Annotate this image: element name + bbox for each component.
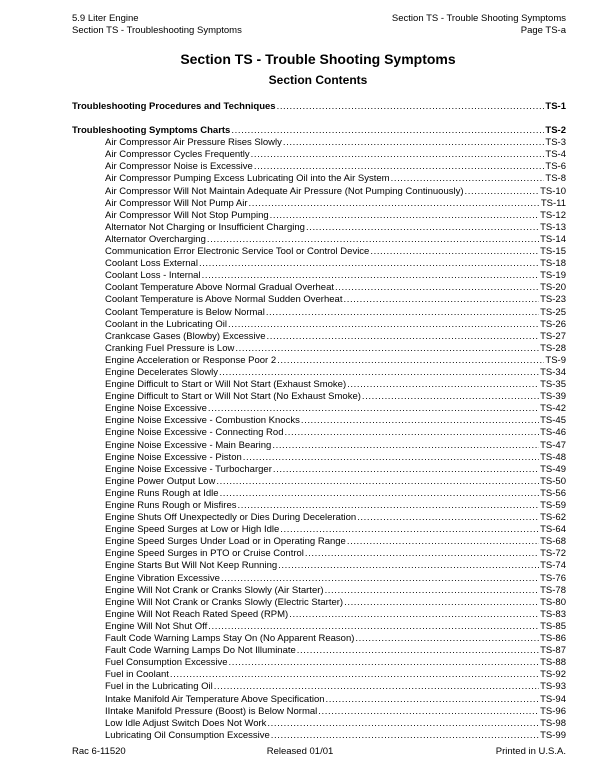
toc-entry[interactable] [72,343,566,355]
toc-entry-page: TS-68 [540,536,566,548]
toc-entry-page: TS-39 [540,391,566,403]
dot-leader [391,173,545,185]
toc-entry-page: TS-86 [540,633,566,645]
dot-leader [357,512,539,524]
toc-entry-label: Engine Speed Surges Under Load or in Operating Range [105,536,346,548]
toc-entry-label: Air Compressor Will Not Stop Pumping [105,209,269,221]
toc-entry-label: Engine Difficult to Start or Will Not Start (No Exhaust Smoke) [105,391,361,403]
toc-entry[interactable] [72,440,566,452]
toc-entry-label: Alternator Not Charging or Insufficient Charging [105,221,305,233]
dot-leader [219,367,539,379]
toc-entry[interactable] [72,657,566,669]
toc-entry-label: Engine Noise Excessive - Piston [105,451,242,463]
toc-entry-label: Engine Power Output Low [105,475,216,487]
page-title: Section TS - Trouble Shooting Symptoms [180,51,456,67]
toc-entry-page: TS-46 [540,427,566,439]
toc-entry-page: TS-14 [540,233,566,245]
toc-entry[interactable] [72,173,566,185]
toc-entry[interactable] [72,681,566,693]
table-of-contents [72,101,566,742]
toc-entry-label: Intake Manifold Air Temperature Above Specification [105,693,325,705]
toc-entry[interactable] [72,355,566,367]
toc-entry[interactable] [72,730,566,742]
toc-entry[interactable] [72,198,566,210]
toc-entry-page: TS-13 [540,221,566,233]
toc-entry-page: TS-11 [540,197,566,209]
header-section-title: Section TS - Trouble Shooting Symptoms [391,13,566,24]
dot-leader [208,621,539,633]
toc-entry[interactable] [72,573,566,585]
toc-entry[interactable] [72,210,566,222]
toc-entry[interactable] [72,222,566,234]
toc-entry[interactable] [72,234,566,246]
toc-entry[interactable] [72,597,566,609]
toc-entry[interactable] [72,560,566,572]
toc-entry-label: Engine Noise Excessive - Combustion Knocks [105,415,300,427]
toc-entry[interactable] [72,512,566,524]
toc-entry[interactable] [72,548,566,560]
toc-entry-page: TS-72 [540,548,566,560]
toc-entry-label: Engine Shuts Off Unexpectedly or Dies During Deceleration [105,512,357,524]
toc-entry-page: TS-34 [540,366,566,378]
toc-entry[interactable] [72,161,566,173]
toc-entry-page: TS-50 [540,475,566,487]
toc-entry-label: Engine Noise Excessive - Main Bearing [105,439,272,451]
toc-entry-label: Engine Decelerates Slowly [105,366,219,378]
toc-entry[interactable] [72,585,566,597]
dot-leader [229,657,540,669]
toc-entry-label: Troubleshooting Symptoms Charts [72,125,231,137]
toc-entry-page: TS-23 [540,294,566,306]
toc-entry-label: Communication Error Electronic Service Tool or Control Device [105,246,370,258]
toc-entry-label: Fault Code Warning Lamps Do Not Illuminate [105,645,296,657]
toc-entry-page: TS-3 [545,137,566,149]
toc-entry-page: TS-12 [540,209,566,221]
toc-entry[interactable] [72,379,566,391]
dot-leader [347,536,539,548]
dot-leader [284,427,539,439]
dot-leader [343,294,539,306]
footer-printed-in: Printed in U.S.A. [495,746,566,757]
toc-entry-label: Engine Will Not Crank or Cranks Slowly (Air Starter) [105,584,324,596]
dot-leader [254,161,545,173]
dot-leader [326,694,540,706]
dot-leader [362,391,539,403]
dot-leader [301,415,539,427]
toc-entry-page: TS-42 [540,403,566,415]
toc-entry-label: Engine Runs Rough at Idle [105,487,219,499]
toc-entry-page: TS-18 [540,258,566,270]
toc-entry-label: Coolant Temperature is Below Normal [105,306,265,318]
toc-entry-label: Lubricating Oil Consumption Excessive [105,729,270,741]
toc-entry[interactable] [72,536,566,548]
toc-entry-page: TS-85 [540,620,566,632]
toc-entry[interactable] [72,633,566,645]
toc-entry[interactable] [72,645,566,657]
dot-leader [266,307,539,319]
dot-leader [251,149,545,161]
toc-entry-label: Troubleshooting Procedures and Techniques [72,101,276,112]
toc-entry-page: TS-45 [540,415,566,427]
toc-entry-page: TS-74 [540,560,566,572]
dot-leader [355,633,539,645]
toc-entry-label: Engine Acceleration or Response Poor 2 [105,354,277,366]
toc-entry[interactable] [72,391,566,403]
toc-charts-entry[interactable] [72,125,566,137]
toc-entry-label: Coolant Loss - Internal [105,270,201,282]
toc-entry-label: Engine Difficult to Start or Will Not Start (Exhaust Smoke) [105,379,347,391]
toc-entry[interactable] [72,294,566,306]
toc-entry-page: TS-35 [540,379,566,391]
toc-entry[interactable] [72,488,566,500]
toc-entry-label: Cranking Fuel Pressure is Low [105,342,235,354]
header-page-number: Page TS-a [520,25,566,36]
toc-entry-label: Coolant in the Lubricating Oil [105,318,227,330]
dot-leader [267,718,539,730]
dot-leader [243,452,539,464]
toc-entry-page: TS-20 [540,282,566,294]
page-subtitle: Section Contents [268,73,368,87]
toc-entry-page: TS-6 [545,161,566,173]
header-section-name: Section TS - Troubleshooting Symptoms [72,25,242,36]
dot-leader [249,198,540,210]
toc-entry-label: Engine Noise Excessive [105,403,207,415]
toc-entry-page: TS-94 [540,693,566,705]
toc-entry[interactable] [72,258,566,270]
dot-leader [270,210,539,222]
toc-entry[interactable] [72,331,566,343]
dot-leader [306,222,539,234]
dot-leader [347,379,539,391]
toc-entry[interactable] [72,186,566,198]
toc-entry-label: Air Compressor Will Not Pump Air [105,197,248,209]
toc-entry-label: Coolant Temperature is Above Normal Sudden Overheat [105,294,343,306]
dot-leader [170,669,539,681]
toc-entry-page: TS-2 [545,125,566,137]
dot-leader [344,597,539,609]
toc-entry[interactable] [72,307,566,319]
toc-entry[interactable] [72,464,566,476]
toc-entry-page: TS-28 [540,342,566,354]
footer-document-number: Rac 6-11520 [72,746,126,757]
dot-leader [370,246,539,258]
toc-entry[interactable] [72,149,566,161]
toc-entry-label: Engine Will Not Shut Off [105,620,208,632]
toc-entry-label: Engine Vibration Excessive [105,572,220,584]
toc-entry[interactable] [72,137,566,149]
toc-entry-page: TS-83 [540,608,566,620]
toc-entry-label: Fuel in the Lubricating Oil [105,681,213,693]
dot-leader [325,585,540,597]
dot-leader [208,403,539,415]
toc-entry-page: TS-19 [540,270,566,282]
toc-entry-label: Air Compressor Pumping Excess Lubricating Oil into the Air System [105,173,390,185]
toc-entry[interactable] [72,694,566,706]
dot-leader [283,137,545,149]
toc-entry-label: Engine Will Not Crank or Cranks Slowly (Electric Starter) [105,596,344,608]
toc-entry-page: TS-8 [545,173,566,185]
dot-leader [228,319,539,331]
toc-entry-label: Low Idle Adjust Switch Does Not Work [105,717,267,729]
dot-leader [465,186,540,198]
toc-entry-page: TS-99 [540,729,566,741]
toc-entry-label: Air Compressor Cycles Frequently [105,149,250,161]
toc-entry-label: Fault Code Warning Lamps Stay On (No Apparent Reason) [105,633,355,645]
toc-entry-label: Coolant Loss External [105,258,198,270]
toc-entry-label: Engine Noise Excessive - Connecting Rod [105,427,284,439]
toc-entry-page: TS-10 [540,185,566,197]
toc-entry-page: TS-9 [545,354,566,366]
dot-leader [221,573,539,585]
toc-entry-label: Engine Will Not Reach Rated Speed (RPM) [105,608,289,620]
toc-entry-page: TS-1 [545,101,566,112]
dot-leader [335,282,539,294]
toc-entry-page: TS-93 [540,681,566,693]
toc-entry[interactable] [72,669,566,681]
toc-entry-page: TS-27 [540,330,566,342]
dot-leader [272,440,539,452]
toc-entry-label: Fuel in Coolant [105,669,169,681]
dot-leader [216,476,539,488]
toc-entry-label: Coolant Temperature Above Normal Gradual Overheat [105,282,335,294]
dot-leader [278,560,539,572]
toc-entry-page: TS-49 [540,463,566,475]
toc-entry[interactable] [72,427,566,439]
toc-entry-page: TS-96 [540,705,566,717]
toc-entry-label: Air Compressor Air Pressure Rises Slowly [105,137,282,149]
toc-entry[interactable] [72,718,566,730]
dot-leader [235,343,539,355]
toc-entry-page: TS-80 [540,596,566,608]
toc-entry[interactable] [72,476,566,488]
toc-entry-label: Engine Starts But Will Not Keep Running [105,560,278,572]
dot-leader [199,258,539,270]
dot-leader [202,270,540,282]
toc-entry[interactable] [72,609,566,621]
toc-entry-page: TS-88 [540,657,566,669]
dot-leader [318,706,539,718]
toc-entry-page: TS-4 [545,149,566,161]
page-header-left [72,13,242,37]
dot-leader [267,331,540,343]
toc-entry[interactable] [72,403,566,415]
dot-leader [271,730,539,742]
toc-entry-page: TS-26 [540,318,566,330]
toc-symptom-list [72,137,566,742]
header-manual-title: 5.9 Liter Engine [72,13,139,24]
toc-entry-page: TS-59 [540,500,566,511]
toc-entry-label: Engine Noise Excessive - Turbocharger [105,463,272,475]
toc-entry[interactable] [72,246,566,258]
toc-entry-page: TS-47 [540,439,566,451]
toc-entry-page: TS-92 [540,669,566,681]
toc-entry-label: Fuel Consumption Excessive [105,657,228,669]
toc-entry[interactable] [72,282,566,294]
toc-entry-page: TS-76 [540,572,566,584]
dot-leader [207,234,539,246]
toc-entry-page: TS-98 [540,717,566,729]
dot-leader [297,645,539,657]
toc-procedures-entry[interactable] [72,101,566,113]
toc-entry-label: Crankcase Gases (Blowby) Excessive [105,330,266,342]
dot-leader [277,101,545,113]
toc-entry-page: TS-78 [540,584,566,596]
toc-entry-label: Engine Speed Surges at Low or High Idle [105,524,280,536]
dot-leader [220,488,540,500]
toc-entry-label: Engine Runs Rough or Misfires [105,500,237,511]
dot-leader [305,548,539,560]
toc-entry[interactable] [72,270,566,282]
toc-entry[interactable] [72,367,566,379]
page-header-right [392,13,566,37]
toc-entry-label: Air Compressor Noise is Excessive [105,161,253,173]
toc-entry-page: TS-48 [540,451,566,463]
toc-entry[interactable] [72,319,566,331]
toc-entry-label: Alternator Overcharging [105,233,206,245]
toc-entry[interactable] [72,524,566,536]
dot-leader [280,524,539,536]
toc-entry-page: TS-87 [540,645,566,657]
toc-entry[interactable] [72,500,566,512]
toc-entry[interactable] [72,706,566,718]
dot-leader [237,500,539,512]
toc-entry-page: TS-15 [540,246,566,258]
toc-entry-page: TS-62 [540,512,566,524]
toc-entry-page: TS-64 [540,524,566,536]
toc-entry-page: TS-25 [540,306,566,318]
toc-entry[interactable] [72,452,566,464]
dot-leader [277,355,544,367]
toc-entry[interactable] [72,415,566,427]
dot-leader [289,609,539,621]
footer-release-date: Released 01/01 [266,746,334,757]
toc-entry-page: TS-56 [540,487,566,499]
toc-entry-label: Engine Speed Surges in PTO or Cruise Control [105,548,304,560]
dot-leader [214,681,539,693]
toc-entry[interactable] [72,621,566,633]
toc-entry-label: Air Compressor Will Not Maintain Adequate Air Pressure (Not Pumping Continuously) [105,185,464,197]
dot-leader [273,464,539,476]
dot-leader [231,125,544,137]
toc-entry-label: IIntake Manifold Pressure (Boost) is Below Normal [105,705,318,717]
